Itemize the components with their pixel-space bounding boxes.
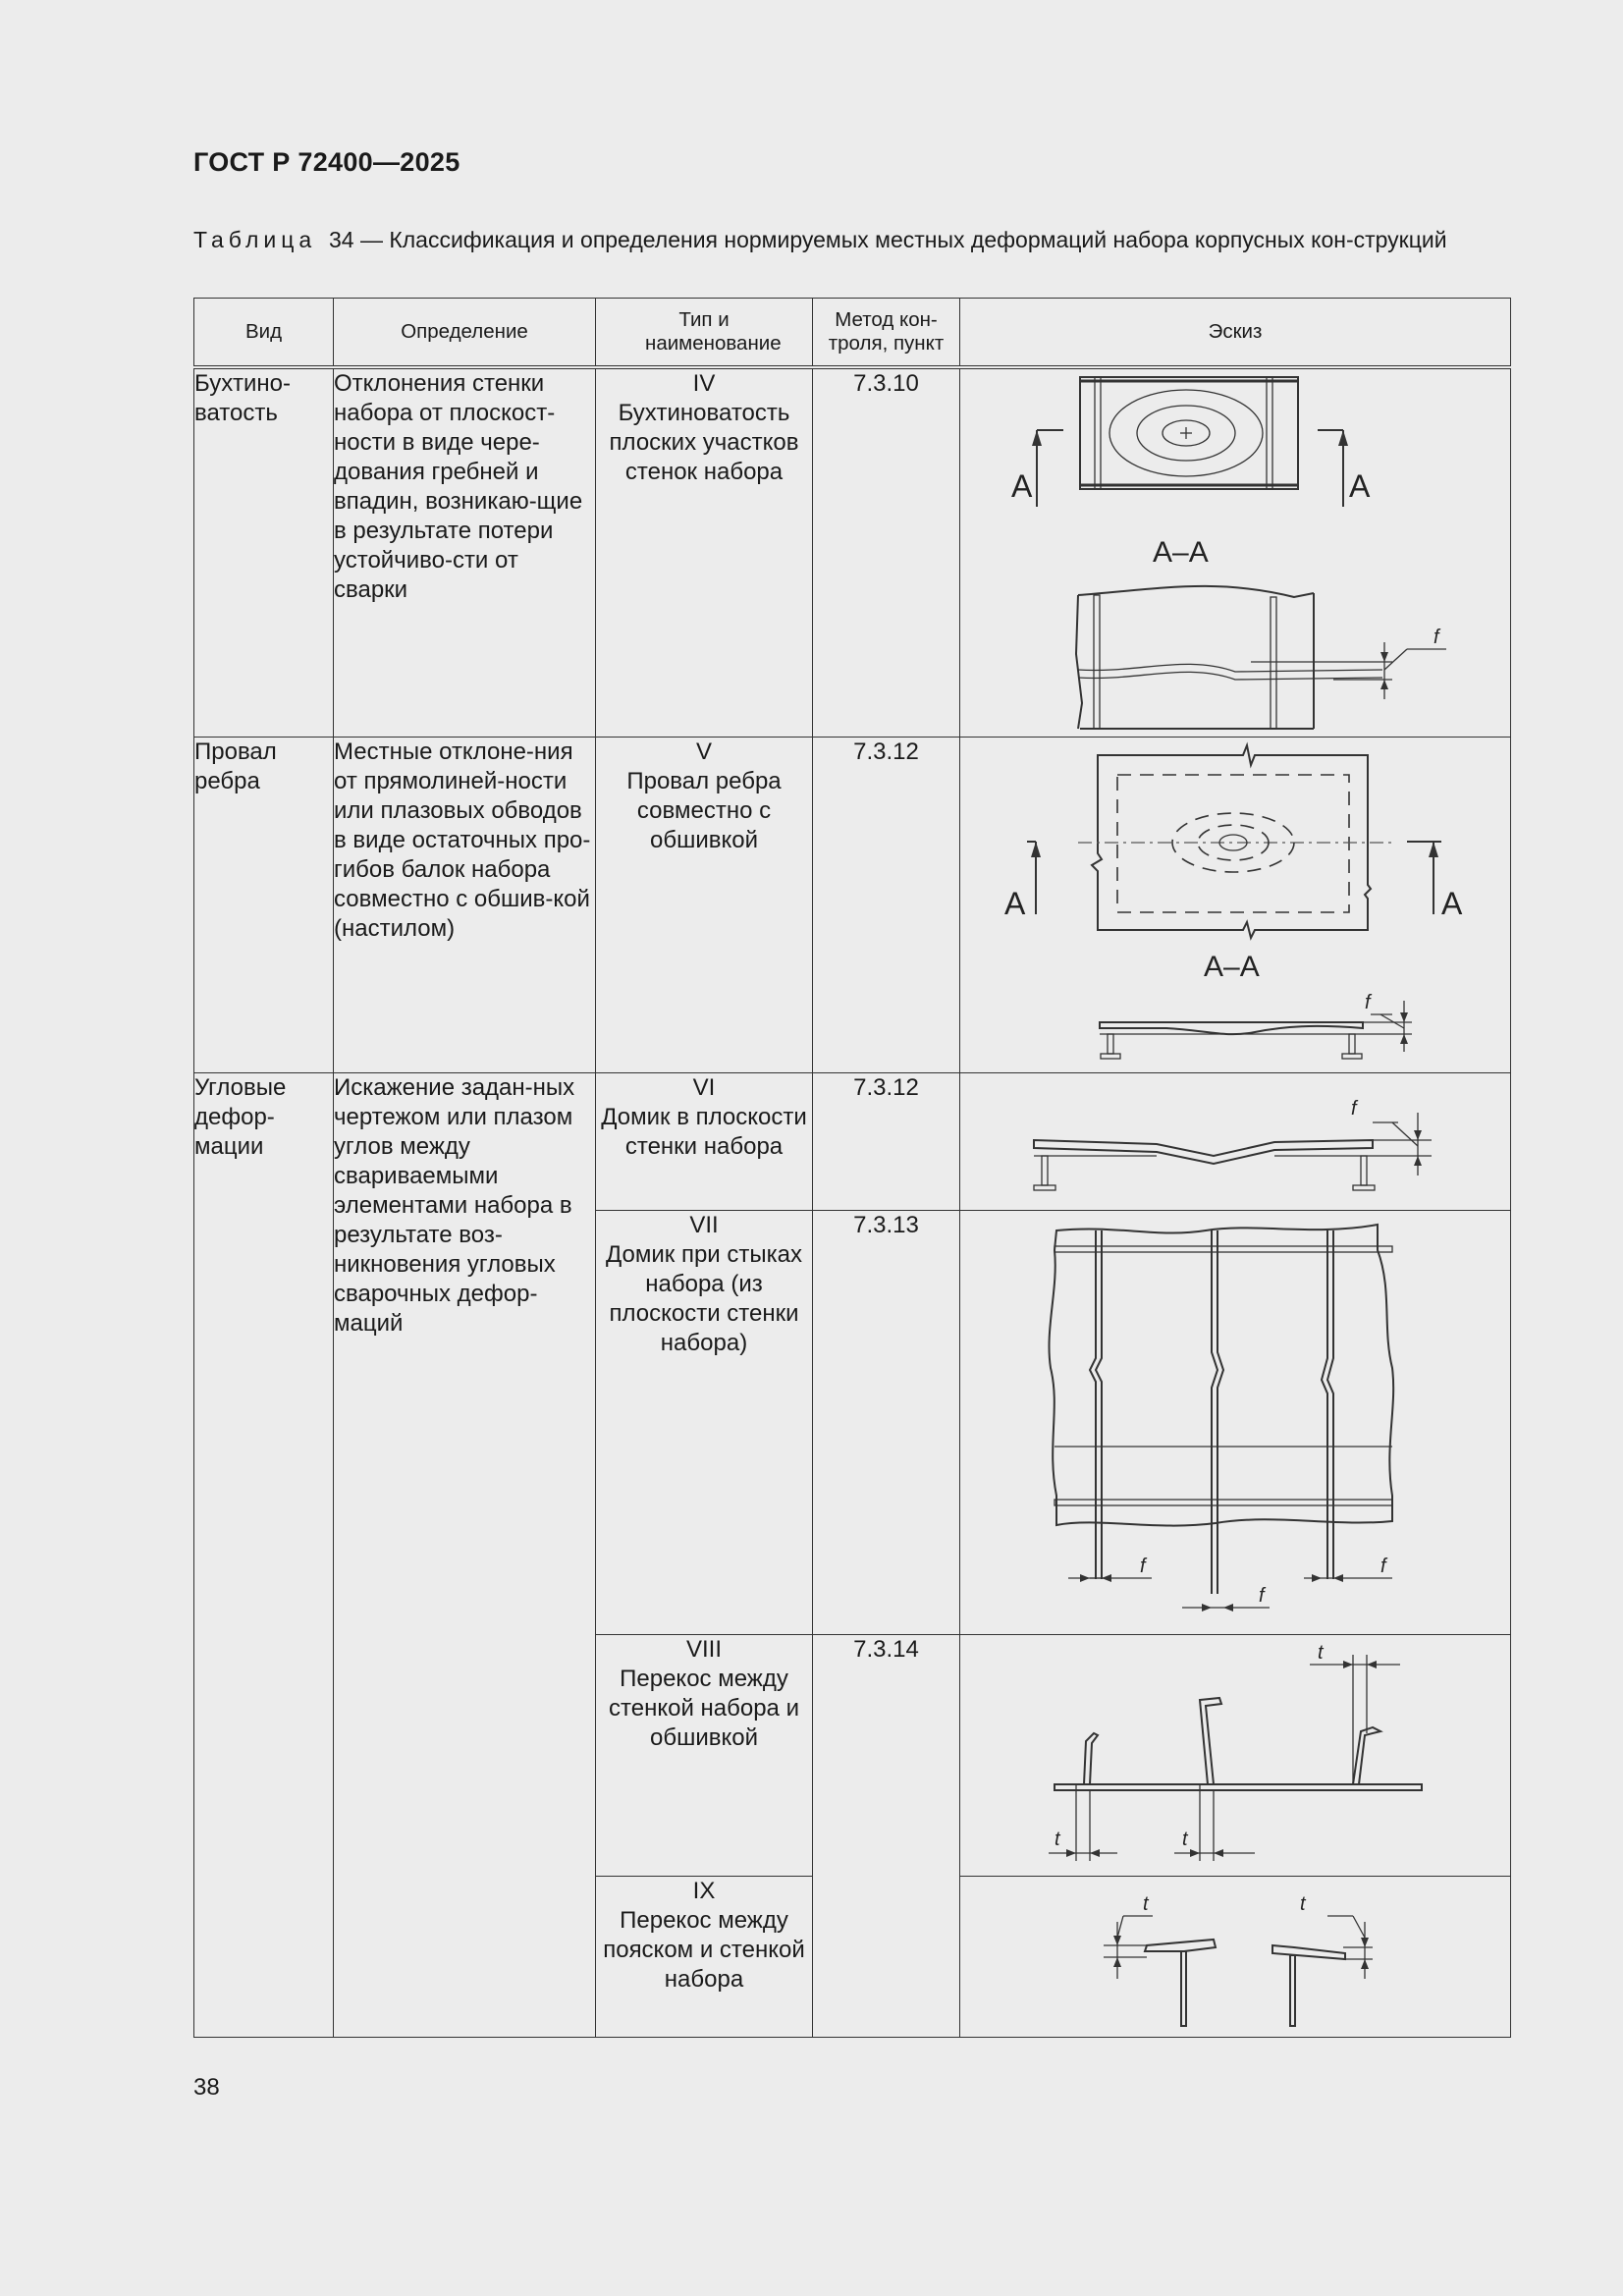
definition-cell: Отклонения стенки набора от плоскост-ности в виде чере-дования гребней и впадин, возникаю-щие в результате потери устойчиво-сти от сварки bbox=[334, 367, 596, 738]
caption-text: 34 — Классификация и определения нормируемых местных деформаций набора корпусных кон-струкций bbox=[328, 227, 1447, 252]
deflection-label: f bbox=[1351, 1098, 1357, 1120]
sketch-cell bbox=[960, 1635, 1511, 1877]
definition-cell: Искажение задан-ных чертежом или плазом углов между свариваемыми элементами набора в результате воз-никновения угловых сварочных дефор-маций bbox=[334, 1073, 596, 2038]
type-code: IX bbox=[692, 1878, 716, 1904]
type-name: Домик в плоскости стенки набора bbox=[601, 1104, 807, 1160]
column-header-definition: Определение bbox=[334, 299, 596, 368]
type-cell bbox=[596, 1073, 813, 1211]
skew-label: t bbox=[1300, 1893, 1306, 1915]
type-cell bbox=[596, 1211, 813, 1635]
section-title: А–А bbox=[1153, 536, 1209, 569]
deformation-table bbox=[193, 298, 1511, 2038]
skew-label: t bbox=[1182, 1829, 1188, 1850]
buckling-sketch bbox=[960, 369, 1511, 737]
kind-cell: Угловые дефор-мации bbox=[194, 1073, 334, 2038]
method-cell: 7.3.13 bbox=[813, 1211, 960, 1635]
column-header-type-label: Тип и наименование bbox=[645, 308, 782, 355]
column-header-type bbox=[596, 299, 813, 368]
kind-cell: Бухтино-ватость bbox=[194, 367, 334, 738]
type-cell bbox=[596, 1877, 813, 2038]
type-code: VIII bbox=[685, 1636, 722, 1663]
type-name: Бухтиноватость плоских участков стенок набора bbox=[609, 400, 799, 485]
deflection-label: f bbox=[1259, 1585, 1265, 1607]
page-number: 38 bbox=[193, 2074, 220, 2101]
rib-sag-sketch bbox=[960, 738, 1511, 1071]
type-name: Домик при стыках набора (из плоскости стенки набора) bbox=[606, 1241, 802, 1356]
in-plane-peak-sketch bbox=[960, 1073, 1511, 1209]
skew-label: t bbox=[1055, 1829, 1060, 1850]
section-mark-right: А bbox=[1349, 468, 1371, 504]
deflection-label: f bbox=[1365, 992, 1371, 1013]
type-name: Провал ребра совместно с обшивкой bbox=[626, 768, 782, 853]
section-mark-right: А bbox=[1441, 886, 1463, 921]
sketch-cell bbox=[960, 367, 1511, 738]
sketch-cell bbox=[960, 738, 1511, 1073]
type-code: V bbox=[695, 738, 712, 765]
type-cell bbox=[596, 1635, 813, 1877]
type-cell bbox=[596, 738, 813, 1073]
column-header-kind: Вид bbox=[194, 299, 334, 368]
skew-label: t bbox=[1143, 1893, 1149, 1915]
skew-label: t bbox=[1318, 1642, 1324, 1664]
method-cell: 7.3.12 bbox=[813, 738, 960, 1073]
table-row bbox=[194, 1073, 1511, 1211]
type-code: VII bbox=[689, 1212, 719, 1238]
section-title: А–А bbox=[1204, 951, 1260, 983]
deflection-label: f bbox=[1380, 1556, 1386, 1577]
column-header-method-label: Метод кон-троля, пункт bbox=[828, 308, 945, 355]
column-header-sketch: Эскиз bbox=[960, 299, 1511, 368]
caption-label: Таблица bbox=[193, 227, 317, 252]
butt-joint-peak-sketch bbox=[960, 1211, 1511, 1633]
document-code: ГОСТ Р 72400—2025 bbox=[193, 147, 460, 177]
sketch-cell bbox=[960, 1877, 1511, 2038]
type-code: IV bbox=[692, 370, 716, 397]
deflection-label: f bbox=[1140, 1556, 1146, 1577]
method-cell: 7.3.12 bbox=[813, 1073, 960, 1211]
section-mark-left: А bbox=[1004, 886, 1026, 921]
table-header-row bbox=[194, 299, 1511, 368]
type-code: VI bbox=[692, 1074, 716, 1101]
sketch-cell bbox=[960, 1073, 1511, 1211]
type-name: Перекос между пояском и стенкой набора bbox=[603, 1907, 805, 1993]
type-cell bbox=[596, 367, 813, 738]
method-cell: 7.3.10 bbox=[813, 367, 960, 738]
web-skew-sketch bbox=[960, 1635, 1511, 1875]
table-row bbox=[194, 367, 1511, 738]
method-cell: 7.3.14 bbox=[813, 1635, 960, 2038]
deflection-label: f bbox=[1434, 627, 1439, 648]
column-header-method bbox=[813, 299, 960, 368]
sketch-cell bbox=[960, 1211, 1511, 1635]
table-caption bbox=[193, 225, 1509, 254]
table-row bbox=[194, 738, 1511, 1073]
definition-cell: Местные отклоне-ния от прямолиней-ности или плазовых обводов в виде остаточных про-гибов балок набора совместно с обшив-кой (настилом) bbox=[334, 738, 596, 1073]
section-mark-left: А bbox=[1011, 468, 1033, 504]
type-name: Перекос между стенкой набора и обшивкой bbox=[609, 1666, 799, 1751]
flange-skew-sketch bbox=[960, 1877, 1511, 2036]
kind-cell: Провал ребра bbox=[194, 738, 334, 1073]
